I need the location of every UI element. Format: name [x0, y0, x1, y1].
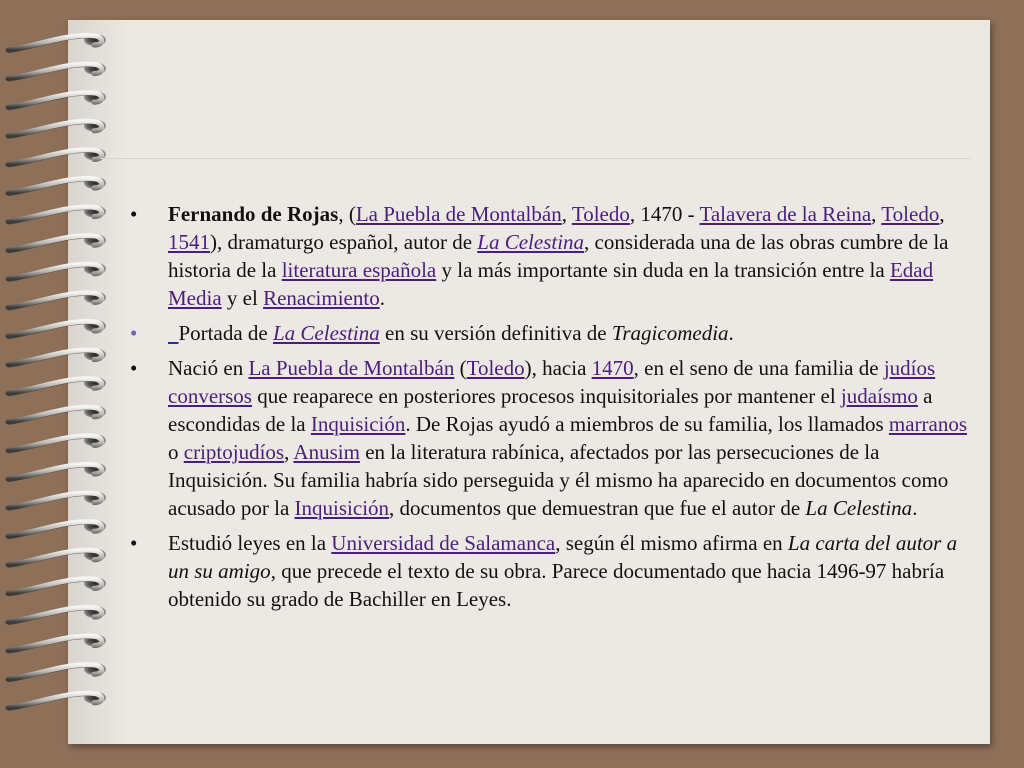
inline-link[interactable]: 1470 [591, 356, 634, 380]
inline-link[interactable]: Edad Media [168, 258, 934, 310]
spiral-ring [8, 120, 106, 138]
text-run: , en el seno de una familia de [633, 356, 884, 380]
list-item [128, 529, 970, 613]
spiral-ring [8, 520, 106, 538]
inline-link[interactable]: marranos [888, 412, 968, 436]
inline-link[interactable]: 1541 [168, 230, 210, 254]
inline-link[interactable]: Renacimiento [263, 286, 380, 310]
text-run: , [871, 202, 882, 226]
text-run: . De Rojas ayudó a miembros de su familia, los llamados [405, 412, 889, 436]
text-run: en la literatura rabínica, afectados por las persecuciones de la Inquisición. Su familia habría sido perseguida y él mismo ha aparecido en documentos como acusado por la [168, 440, 949, 520]
spiral-ring [8, 434, 106, 452]
article-body [128, 200, 970, 620]
spiral-ring [8, 635, 106, 653]
bullet-list [128, 200, 970, 613]
spiral-ring [8, 234, 106, 252]
inline-link[interactable]: judaísmo [840, 384, 918, 408]
italic-title: La carta del autor a un su amigo [168, 531, 958, 583]
text-run: , ( [338, 202, 356, 226]
inline-link[interactable]: Inquisición [310, 412, 406, 436]
inline-link[interactable]: Universidad de Salamanca [331, 531, 556, 555]
spiral-ring [8, 463, 106, 481]
text-run: a escondidas de la [168, 384, 933, 436]
spiral-ring [8, 577, 106, 595]
spiral-ring [8, 377, 106, 395]
text-run: , según él mismo afirma en [555, 531, 788, 555]
inline-link[interactable]: La Puebla de Montalbán [355, 202, 562, 226]
text-run: , [284, 440, 294, 464]
inline-link[interactable]: La Celestina [477, 230, 585, 254]
spiral-ring [8, 692, 106, 710]
text-run: , [939, 202, 945, 226]
header-rule [100, 158, 970, 159]
list-item [128, 319, 970, 347]
inline-link[interactable]: Toledo [466, 356, 525, 380]
spiral-ring [8, 549, 106, 567]
text-run: , que precede el texto de su obra. Parece documentado que hacia 1496-97 habría obtenido su grado de Bachiller en Leyes. [168, 559, 945, 611]
spiral-ring [8, 263, 106, 281]
text-run: , documentos que demuestran que fue el autor de [389, 496, 806, 520]
bullet-marker: • [130, 531, 138, 555]
text-run: ( [454, 356, 467, 380]
text-run: en su versión definitiva de [379, 321, 612, 345]
inline-link[interactable]: Toledo [881, 202, 940, 226]
spiral-ring [8, 177, 106, 195]
inline-link[interactable]: Toledo [571, 202, 630, 226]
inline-link[interactable]: Anusim [293, 440, 360, 464]
bold-name: Fernando de Rojas [168, 202, 339, 226]
spiral-ring [8, 148, 106, 166]
text-run: . [379, 286, 385, 310]
text-run: Nació en [168, 356, 249, 380]
inline-link[interactable]: Inquisición [294, 496, 390, 520]
spiral-ring [8, 492, 106, 510]
text-run: . [728, 321, 734, 345]
spiral-ring [8, 663, 106, 681]
bullet-marker: • [130, 202, 138, 226]
spiral-ring [8, 349, 106, 367]
inline-link[interactable]: judíos conversos [168, 356, 936, 408]
text-run: Portada de [178, 321, 273, 345]
bullet-marker: • [130, 356, 138, 380]
text-run: Estudió leyes en la [168, 531, 332, 555]
spiral-ring [8, 206, 106, 224]
inline-link[interactable]: literatura española [281, 258, 437, 282]
spiral-ring [8, 63, 106, 81]
spiral-ring [8, 91, 106, 109]
inline-link[interactable]: La Puebla de Montalbán [248, 356, 455, 380]
text-run: . [912, 496, 918, 520]
text-run: , [561, 202, 572, 226]
inline-link[interactable] [168, 321, 179, 345]
list-item [128, 200, 970, 312]
spiral-ring [8, 406, 106, 424]
spiral-binding [0, 0, 120, 768]
bullet-marker: • [130, 321, 138, 345]
text-run: , 1470 - [629, 202, 700, 226]
spiral-ring [8, 606, 106, 624]
spiral-ring [8, 291, 106, 309]
inline-link[interactable]: Talavera de la Reina [699, 202, 872, 226]
spiral-ring [8, 320, 106, 338]
text-run: que reaparece en posteriores procesos inquisitoriales por mantener el [251, 384, 841, 408]
text-run: y la más importante sin duda en la transición entre la [436, 258, 890, 282]
italic-title: La Celestina [805, 496, 913, 520]
list-item [128, 354, 970, 522]
text-run: ), hacia [524, 356, 592, 380]
inline-link[interactable]: La Celestina [272, 321, 380, 345]
text-run: o [168, 440, 184, 464]
text-run: y el [221, 286, 264, 310]
text-run: ), dramaturgo español, autor de [210, 230, 478, 254]
italic-title: Tragicomedia [611, 321, 729, 345]
inline-link[interactable]: criptojudíos [183, 440, 285, 464]
text-run: , considerada una de las obras cumbre de la historia de la [168, 230, 949, 282]
spiral-ring [8, 34, 106, 52]
